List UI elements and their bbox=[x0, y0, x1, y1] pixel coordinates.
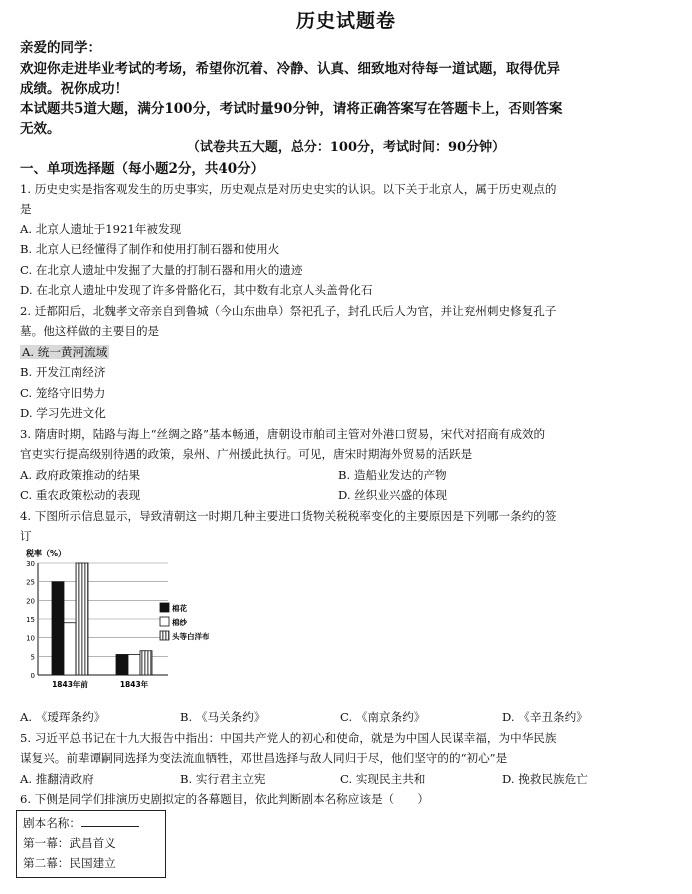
question-3-stem-cont: 官吏实行提高级别待遇的政策，泉州、广州援此执行。可见，唐宋时期海外贸易的活跃是 bbox=[20, 447, 473, 461]
intro-greeting: 亲爱的同学： bbox=[20, 40, 101, 56]
question-2-option-a-text: A. 统一黄河流域 bbox=[22, 345, 108, 359]
chart-y-tick-label: 15 bbox=[26, 616, 35, 624]
question-3-option-a: A. 政府政策推动的结果 bbox=[20, 468, 141, 482]
chart-y-tick-label: 0 bbox=[30, 672, 35, 680]
question-3-stem: 3. 隋唐时期，陆路与海上“丝绸之路”基本畅通，唐朝设市舶司主管对外港口贸易，宋代对招商有成效的 bbox=[20, 427, 546, 441]
question-4-option-d: D. 《辛丑条约》 bbox=[502, 710, 588, 724]
chart-y-tick-label: 20 bbox=[26, 597, 35, 606]
section-heading: 一、单项选择题（每小题2分，共40分） bbox=[20, 161, 265, 177]
chart-bar bbox=[76, 563, 88, 675]
exam-info: （试卷共五大题，总分：100分，考试时间：90分钟） bbox=[186, 140, 506, 155]
question-2-stem-cont: 墓。他这样做的主要目的是 bbox=[20, 324, 160, 338]
intro-line-4: 无效。 bbox=[20, 121, 61, 137]
chart-legend-label: 棉纱 bbox=[172, 618, 187, 627]
chart-legend-label: 头等白洋布 bbox=[172, 632, 210, 641]
tariff-chart bbox=[18, 545, 228, 700]
question-4-option-a: A. 《瑷珲条约》 bbox=[20, 710, 106, 724]
question-3-option-b: B. 造船业发达的产物 bbox=[338, 468, 447, 482]
chart-y-axis-label: 税率（%） bbox=[26, 549, 67, 558]
chart-x-tick-label: 1843年前 bbox=[52, 680, 88, 689]
question-4-options bbox=[20, 709, 670, 725]
act-2: 第二幕：民国建立 bbox=[23, 856, 116, 870]
script-title-box bbox=[16, 810, 166, 878]
question-5-option-b: B. 实行君主立宪 bbox=[180, 772, 266, 786]
question-2-option-d: D. 学习先进文化 bbox=[20, 406, 106, 420]
chart-y-tick-label: 10 bbox=[26, 634, 35, 643]
question-3-options-row-1 bbox=[20, 467, 670, 483]
question-5-option-d: D. 挽救民族危亡 bbox=[502, 772, 588, 786]
question-6-stem: 6. 下侧是同学们排演历史剧拟定的各幕题目，依此判断剧本名称应该是（ ） bbox=[20, 792, 429, 806]
chart-legend-label: 棉花 bbox=[172, 604, 187, 613]
question-2-option-c: C. 笼络守旧势力 bbox=[20, 386, 106, 400]
question-4-stem-cont: 订 bbox=[20, 529, 32, 543]
script-name-blank bbox=[81, 816, 139, 827]
question-3-option-c: C. 重农政策松动的表现 bbox=[20, 488, 141, 502]
question-5-options bbox=[20, 771, 670, 787]
chart-y-tick-label: 30 bbox=[26, 560, 35, 568]
question-2-option-b: B. 开发江南经济 bbox=[20, 365, 106, 379]
chart-bar bbox=[116, 654, 128, 675]
chart-y-tick-label: 25 bbox=[26, 578, 35, 587]
tariff-bar-chart bbox=[18, 545, 228, 700]
question-2-stem: 2. 迁都阳后，北魏孝文帝亲自到鲁城（今山东曲阜）祭祀孔子，封孔氏后人为官，并让兖州刺史修复孔子 bbox=[20, 304, 557, 318]
chart-bar bbox=[52, 582, 64, 675]
question-1-option-b: B. 北京人已经懂得了制作和使用打制石器和使用火 bbox=[20, 242, 280, 256]
chart-legend-swatch bbox=[160, 603, 169, 612]
question-1-option-c: C. 在北京人遗址中发掘了大量的打制石器和用火的遗迹 bbox=[20, 263, 303, 277]
question-1-option-a: A. 北京人遗址于1921年被发现 bbox=[20, 222, 182, 236]
question-3-options-row-2 bbox=[20, 487, 670, 503]
script-name-row bbox=[23, 815, 159, 831]
question-4-stem: 4. 下图所示信息显示，导致清朝这一时期几种主要进口货物关税税率变化的主要原因是下列哪一条约的签 bbox=[20, 509, 557, 523]
question-5-stem-cont: 谋复兴。前辈谭嗣同选择为变法流血牺牲，邓世昌选择与敌人同归于尽，他们坚守的的“初心”是 bbox=[20, 751, 508, 765]
question-3-option-d: D. 丝织业兴盛的体现 bbox=[338, 488, 448, 502]
script-name-label: 剧本名称： bbox=[23, 816, 81, 830]
chart-legend-swatch bbox=[160, 631, 169, 640]
intro-line-3: 本试题共5道大题，满分100分，考试时量90分钟，请将正确答案写在答题卡上，否则答案 bbox=[20, 101, 563, 117]
question-1-stem-cont: 是 bbox=[20, 202, 32, 216]
question-1-option-d: D. 在北京人遗址中发现了许多骨骼化石，其中数有北京人头盖骨化石 bbox=[20, 283, 373, 297]
question-5-stem: 5. 习近平总书记在十九大报告中指出：中国共产党人的初心和使命，就是为中国人民谋幸福，为中华民族 bbox=[20, 731, 557, 745]
chart-x-tick-label: 1843年 bbox=[119, 680, 149, 689]
page-title: 历史试题卷 bbox=[295, 10, 396, 32]
question-1-stem: 1. 历史史实是指客观发生的历史事实，历史观点是对历史史实的认识。以下关于北京人，属于历史观点的 bbox=[20, 182, 557, 196]
act-1: 第一幕：武昌首义 bbox=[23, 836, 116, 850]
chart-bar bbox=[140, 651, 152, 675]
chart-legend-swatch bbox=[160, 617, 169, 626]
chart-y-tick-label: 5 bbox=[30, 653, 35, 662]
chart-bar bbox=[128, 654, 140, 675]
question-5-option-c: C. 实现民主共和 bbox=[340, 772, 426, 786]
question-4-option-b: B. 《马关条约》 bbox=[180, 710, 266, 724]
question-4-option-c: C. 《南京条约》 bbox=[340, 710, 426, 724]
question-2-option-a bbox=[20, 344, 109, 360]
intro-line-1: 欢迎你走进毕业考试的考场，希望你沉着、冷静、认真、细致地对待每一道试题，取得优异 bbox=[20, 61, 560, 77]
chart-bar bbox=[64, 623, 76, 675]
intro-line-2: 成绩。祝你成功！ bbox=[20, 81, 128, 97]
question-5-option-a: A. 推翻清政府 bbox=[20, 772, 94, 786]
